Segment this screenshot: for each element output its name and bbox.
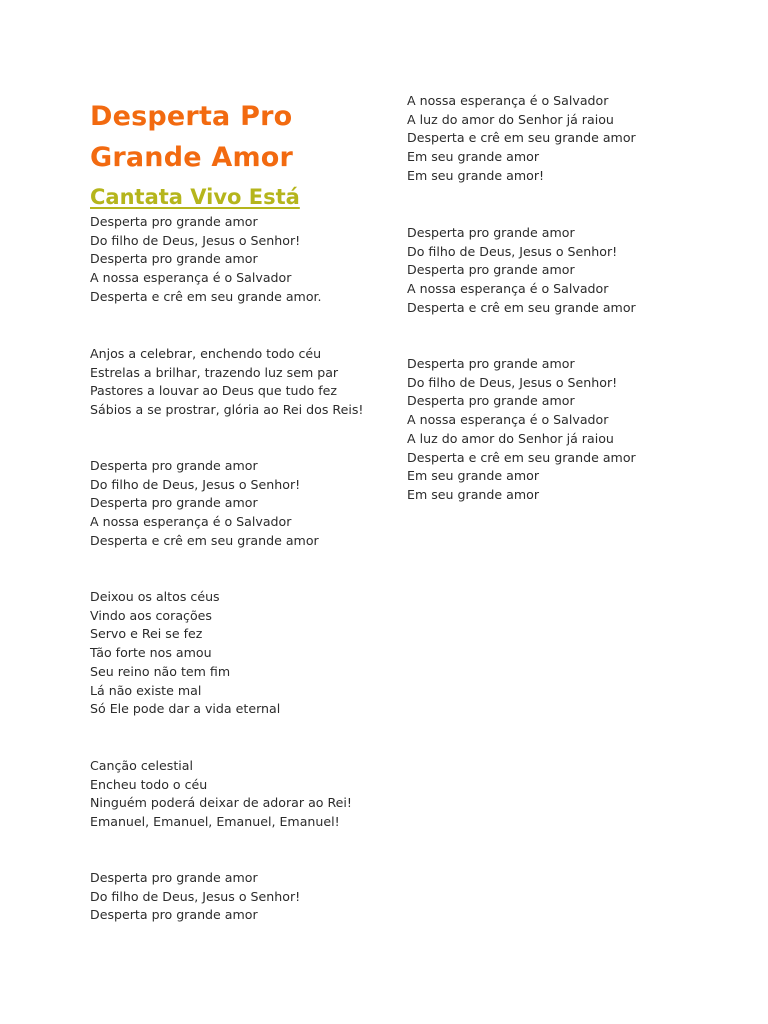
lyric-line: Do filho de Deus, Jesus o Senhor!: [407, 374, 618, 390]
lyric-line: Desperta pro grande amor: [407, 262, 575, 278]
lyric-line: Do filho de Deus, Jesus o Senhor!: [90, 888, 301, 904]
lyric-line: Estrelas a brilhar, trazendo luz sem par: [90, 364, 339, 380]
song-subtitle: Cantata Vivo Está: [90, 185, 300, 209]
lyric-line: Em seu grande amor: [407, 486, 540, 502]
stanza: [90, 457, 319, 551]
song-title: Desperta Pro Grande Amor: [90, 101, 294, 173]
lyric-line: A luz do amor do Senhor já raiou: [407, 430, 614, 446]
lyric-line: Desperta pro grande amor: [90, 251, 258, 267]
lyric-line: Tão forte nos amou: [90, 645, 212, 661]
lyric-line: Servo e Rei se fez: [90, 626, 203, 642]
lyric-line: Do filho de Deus, Jesus o Senhor!: [407, 243, 618, 259]
lyric-line: Em seu grande amor!: [407, 167, 545, 183]
lyric-line: Desperta e crê em seu grande amor.: [90, 288, 322, 304]
lyric-line: Desperta pro grande amor: [407, 225, 575, 240]
lyric-line: Em seu grande amor: [407, 468, 540, 484]
stanza: [90, 869, 300, 925]
lyric-line: Lá não existe mal: [90, 682, 202, 698]
stanza: [90, 588, 280, 719]
lyric-line: A nossa esperança é o Salvador: [407, 93, 609, 108]
lyric-line: Anjos a celebrar, enchendo todo céu: [90, 346, 322, 361]
lyric-line: Desperta pro grande amor: [90, 870, 258, 885]
lyric-line: Desperta pro grande amor: [90, 495, 258, 511]
lyric-line: Desperta pro grande amor: [407, 356, 575, 371]
lyric-line: A nossa esperança é o Salvador: [407, 281, 609, 297]
lyric-line: A nossa esperança é o Salvador: [90, 270, 292, 286]
stanza: [90, 213, 322, 307]
lyric-line: Desperta pro grande amor: [90, 907, 258, 923]
lyric-line: Encheu todo o céu: [90, 776, 208, 792]
lyric-line: A luz do amor do Senhor já raiou: [407, 111, 614, 127]
lyric-line: Pastores a louvar ao Deus que tudo fez: [90, 383, 337, 399]
lyric-line: A nossa esperança é o Salvador: [90, 514, 292, 530]
lyric-line: Desperta pro grande amor: [90, 458, 258, 473]
lyric-line: Vindo aos corações: [90, 607, 212, 623]
lyric-line: Ninguém poderá deixar de adorar ao Rei!: [90, 795, 352, 811]
lyric-line: Desperta pro grande amor: [90, 214, 258, 229]
lyric-line: Em seu grande amor: [407, 149, 540, 165]
lyric-line: Do filho de Deus, Jesus o Senhor!: [90, 476, 301, 492]
lyric-line: A nossa esperança é o Salvador: [407, 412, 609, 428]
stanza: [407, 92, 636, 186]
lyric-line: Deixou os altos céus: [90, 589, 220, 604]
lyric-line: Desperta e crê em seu grande amor: [407, 130, 636, 146]
lyric-line: Só Ele pode dar a vida eternal: [90, 701, 281, 717]
stanza: [90, 345, 363, 420]
lyric-line: Desperta e crê em seu grande amor: [407, 299, 636, 315]
lyric-line: Seu reino não tem fim: [90, 663, 231, 679]
lyric-line: Desperta e crê em seu grande amor: [90, 532, 319, 548]
stanza: [407, 224, 636, 318]
lyric-line: Emanuel, Emanuel, Emanuel, Emanuel!: [90, 814, 340, 830]
lyric-line: Desperta pro grande amor: [407, 393, 575, 409]
stanza: [90, 757, 352, 832]
lyric-line: Do filho de Deus, Jesus o Senhor!: [90, 232, 301, 248]
lyric-line: Sábios a se prostrar, glória ao Rei dos Reis!: [90, 402, 364, 418]
stanza: [407, 355, 636, 505]
lyric-line: Canção celestial: [90, 758, 193, 773]
lyric-line: Desperta e crê em seu grande amor: [407, 449, 636, 465]
